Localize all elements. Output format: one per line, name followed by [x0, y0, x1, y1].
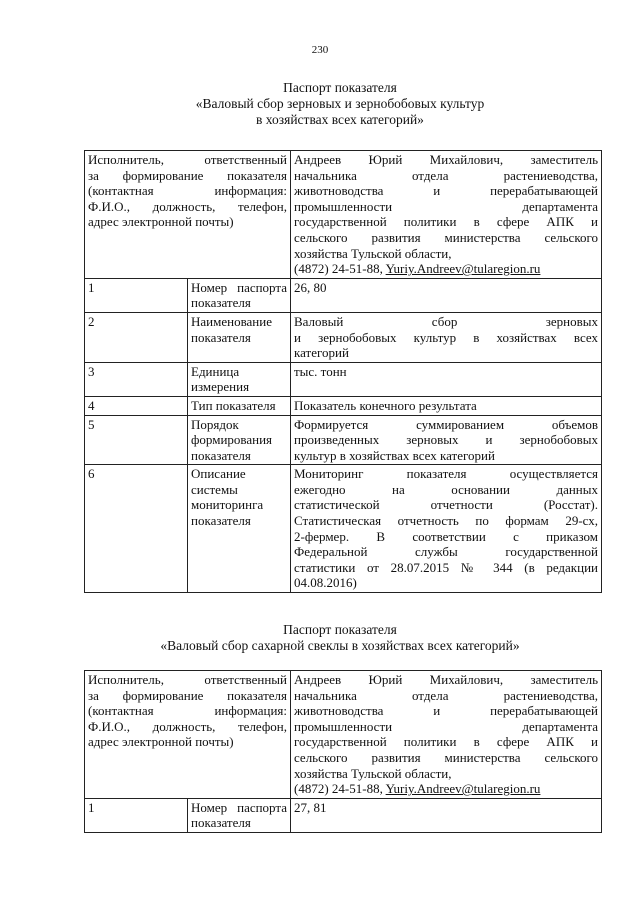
executor-email-link[interactable]: Yuriy.Andreev@tularegion.ru [385, 261, 541, 277]
row-value-line: ежегодно на основании данных [294, 481, 598, 497]
executor-label-cell [85, 671, 291, 799]
row-label-line: Номер паспорта [191, 799, 287, 815]
row-value [291, 798, 602, 832]
passport-heading: Паспорт показателя [283, 622, 397, 637]
row-label-line: показателя [191, 815, 251, 831]
passport-title-line: в хозяйствах всех категорий» [256, 112, 424, 127]
row-number: 2 [85, 312, 188, 362]
row-label-line: мониторинга показателя [191, 497, 264, 529]
table-row [85, 396, 602, 415]
row-label-line: показателя [191, 295, 251, 311]
executor-value-line: промышленности департамента [294, 718, 598, 734]
passport-title-line: «Валовый сбор зерновых и зернобобовых культур [195, 96, 485, 111]
executor-contact-line [294, 781, 598, 797]
executor-value-line: животноводства и перерабатывающей [294, 183, 598, 199]
table-row [85, 278, 602, 312]
executor-row [85, 671, 602, 799]
row-value [291, 362, 602, 396]
passport-heading: Паспорт показателя [283, 80, 397, 95]
executor-label-line: за формирование показателя [88, 167, 287, 183]
executor-value-line: промышленности департамента [294, 198, 598, 214]
row-label-line: Порядок формирования [191, 416, 273, 448]
table-row [85, 362, 602, 396]
row-number: 1 [85, 798, 188, 832]
row-label-line: Единица измерения [191, 363, 250, 395]
row-value-line: Мониторинг показателя осуществляется [294, 466, 598, 482]
executor-row [85, 151, 602, 279]
executor-contact-line [294, 261, 598, 277]
row-value-line: Показатель конечного результата [294, 397, 477, 413]
row-value-line: культур в хозяйствах всех категорий [294, 447, 495, 463]
executor-value-line: государственной политики в сфере АПК и [294, 214, 598, 230]
row-value [291, 312, 602, 362]
executor-label-line: за формирование показателя [88, 687, 287, 703]
executor-value-line: сельского развития министерства сельского [294, 749, 598, 765]
row-number: 3 [85, 362, 188, 396]
executor-label-line: (контактная информация: [88, 703, 287, 719]
executor-label-line: (контактная информация: [88, 183, 287, 199]
row-value-line: Формируется суммированием объемов [294, 416, 598, 432]
row-label [188, 278, 291, 312]
executor-label-line: Исполнитель, ответственный [88, 672, 287, 687]
row-number: 4 [85, 396, 188, 415]
executor-value-cell [291, 671, 602, 799]
row-value [291, 465, 602, 593]
row-value-line: 2-фермер. В соответствии с приказом [294, 528, 598, 544]
executor-label-line: адрес электронной почты) [88, 734, 234, 750]
table-row [85, 415, 602, 465]
row-label-line: Тип показателя [191, 397, 276, 413]
executor-label-line: Ф.И.О., должность, телефон, [88, 198, 287, 214]
executor-value-line: сельского развития министерства сельского [294, 229, 598, 245]
passport-title-line: «Валовый сбор сахарной свеклы в хозяйствах всех категорий» [160, 638, 520, 653]
executor-email-link[interactable]: Yuriy.Andreev@tularegion.ru [385, 781, 541, 797]
row-value-line: Валовый сбор зерновых [294, 313, 598, 329]
row-label-line: показателя [191, 447, 251, 463]
executor-value-line: хозяйства Тульской области, [294, 765, 452, 781]
executor-value-line: хозяйства Тульской области, [294, 245, 452, 261]
executor-label-line: Ф.И.О., должность, телефон, [88, 718, 287, 734]
row-value-line: статистической отчетности (Росстат). [294, 497, 598, 513]
executor-phone: (4872) 24-51-88, [294, 261, 383, 277]
row-value-line: категорий [294, 345, 349, 361]
row-value-line: статистики от 28.07.2015 № 344 (в редакции [294, 559, 598, 575]
row-value [291, 278, 602, 312]
executor-label-cell [85, 151, 291, 279]
row-label [188, 362, 291, 396]
executor-value-line: Андреев Юрий Михайлович, заместитель [294, 672, 598, 687]
row-label [188, 396, 291, 415]
executor-value-line: начальника отдела растениеводства, [294, 687, 598, 703]
row-label [188, 798, 291, 832]
row-number: 6 [85, 465, 188, 593]
executor-value-line: начальника отдела растениеводства, [294, 167, 598, 183]
row-number: 1 [85, 278, 188, 312]
row-value-line: Федеральной службы государственной [294, 544, 598, 560]
row-value-line: 26, 80 [294, 279, 327, 295]
row-value-line: 04.08.2016) [294, 575, 357, 591]
table-row [85, 465, 602, 593]
row-value-line: 27, 81 [294, 799, 327, 815]
executor-value-line: государственной политики в сфере АПК и [294, 734, 598, 750]
row-label-line: Описание системы [191, 466, 246, 497]
row-label-line: Наименование показателя [191, 313, 272, 345]
row-value-line: Статистическая отчетность по формам 29-сх, [294, 513, 598, 529]
row-value-line: произведенных зерновых и зернобобовых [294, 432, 598, 448]
row-label [188, 415, 291, 465]
executor-label-line: адрес электронной почты) [88, 214, 234, 230]
row-value [291, 396, 602, 415]
passport-2-title [80, 622, 600, 654]
row-value-line: тыс. тонн [294, 363, 347, 379]
passport-2-table [84, 670, 602, 833]
row-value-line: и зернобобовых культур в хозяйствах всех [294, 329, 598, 345]
row-label-line: Номер паспорта [191, 279, 287, 295]
executor-value-line: животноводства и перерабатывающей [294, 703, 598, 719]
passport-1-table [84, 150, 602, 593]
executor-value-line: Андреев Юрий Михайлович, заместитель [294, 152, 598, 167]
executor-label-line: Исполнитель, ответственный [88, 152, 287, 167]
passport-1-title [80, 80, 600, 128]
executor-value-cell [291, 151, 602, 279]
row-label [188, 465, 291, 593]
table-row [85, 798, 602, 832]
executor-phone: (4872) 24-51-88, [294, 781, 383, 797]
page-number: 230 [311, 44, 329, 56]
row-value [291, 415, 602, 465]
table-row [85, 312, 602, 362]
row-number: 5 [85, 415, 188, 465]
row-label [188, 312, 291, 362]
